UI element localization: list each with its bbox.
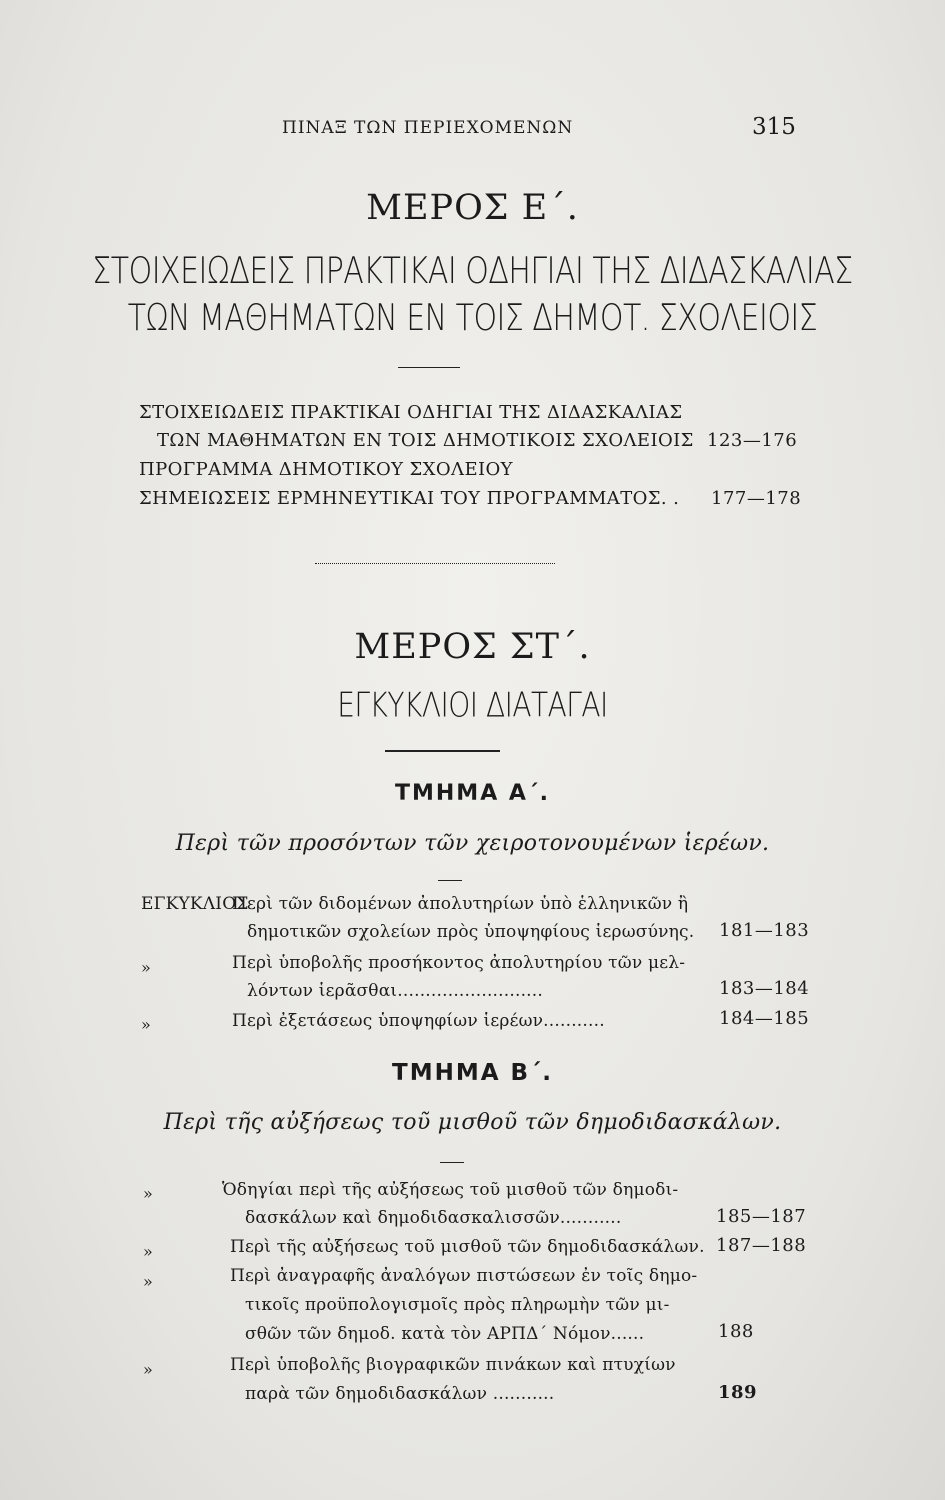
part-st-title: ΜΕΡΟΣ ΣΤ΄.: [354, 627, 591, 667]
ditto-mark: »: [143, 1242, 153, 1261]
b4-line1: Περὶ ὑποβολῆς βιογραφικῶν πινάκων καὶ πτυχίων: [230, 1355, 676, 1375]
toc-entry-e1-line2: ΤΩΝ ΜΑΘΗΜΑΤΩΝ ΕΝ ΤΟΙΣ ΔΗΜΟΤΙΚΟΙΣ ΣΧΟΛΕΙΟΙΣ: [157, 430, 694, 451]
b3-line1: Περὶ ἀναγραφῆς ἀναλόγων πιστώσεων ἐν τοῖς δημο-: [230, 1266, 698, 1286]
b4-line2: παρὰ τῶν δημοδιδασκάλων ...........: [245, 1384, 555, 1404]
a2-line1: Περὶ ὑποβολῆς προσήκοντος ἀπολυτηρίου τῶν μελ-: [232, 953, 686, 973]
toc-entry-e1-line1: ΣΤΟΙΧΕΙΩΔΕΙΣ ΠΡΑΚΤΙΚΑΙ ΟΔΗΓΙΑΙ ΤΗΣ ΔΙΔΑΣΚΑΛΙΑΣ: [139, 402, 683, 423]
toc-entry-e3: ΣΗΜΕΙΩΣΕΙΣ ΕΡΜΗΝΕΥΤΙΚΑΙ ΤΟΥ ΠΡΟΓΡΑΜΜΑΤΟΣ. .: [139, 488, 680, 509]
a3-pages: 184—185: [719, 1008, 810, 1029]
a1-line1: Περὶ τῶν διδομένων ἀπολυτηρίων ὑπὸ ἑλληνικῶν ἢ: [232, 894, 689, 914]
a3-line1: Περὶ ἐξετάσεως ὑποψηφίων ἱερέων...........: [232, 1011, 605, 1031]
ditto-mark: »: [143, 1184, 153, 1203]
ditto-mark: »: [141, 958, 151, 977]
b4-pages: 189: [718, 1382, 758, 1403]
part-e-subtitle-line2: ΤΩΝ ΜΑΘΗΜΑΤΩΝ ΕΝ ΤΟΙΣ ΔΗΜΟΤ. ΣΧΟΛΕΙΟΙΣ: [127, 297, 818, 340]
a1-line2: δημοτικῶν σχολείων πρὸς ὑποψηφίους ἱερωσύνης.: [247, 922, 695, 942]
b1-line1: Ὁδηγίαι περὶ τῆς αὐξήσεως τοῦ μισθοῦ τῶν δημοδι-: [222, 1180, 679, 1200]
divider-short: [398, 367, 460, 368]
b3-pages: 188: [718, 1321, 754, 1342]
page-number: 315: [752, 114, 796, 140]
part-e-title: ΜΕΡΟΣ Ε΄.: [366, 188, 579, 228]
part-e-subtitle-line1: ΣΤΟΙΧΕΙΩΔΕΙΣ ΠΡΑΚΤΙΚΑΙ ΟΔΗΓΙΑΙ ΤΗΣ ΔΙΔΑΣΚΑΛΙΑΣ: [92, 250, 853, 293]
b1-line2: δασκάλων καὶ δημοδιδασκαλισσῶν...........: [245, 1208, 622, 1228]
part-st-subtitle: ΕΓΚΥΚΛΙΟΙ ΔΙΑΤΑΓΑΙ: [337, 685, 608, 726]
running-header: ΠΙΝΑΞ ΤΩΝ ΠΕΡΙΕΧΟΜΕΝΩΝ: [282, 118, 574, 138]
toc-entry-e3-pages: 177—178: [711, 488, 802, 509]
divider-dash-a: [438, 880, 462, 881]
section-b-title: Περὶ τῆς αὐξήσεως τοῦ μισθοῦ τῶν δημοδιδασκάλων.: [163, 1110, 782, 1135]
divider-long: [315, 563, 555, 564]
divider-dash-b: [440, 1162, 464, 1163]
section-b-heading: ΤΜΗΜΑ Β΄.: [392, 1060, 553, 1086]
toc-entry-e2: ΠΡΟΓΡΑΜΜΑ ΔΗΜΟΤΙΚΟΥ ΣΧΟΛΕΙΟΥ: [139, 459, 513, 480]
encyclical-label: ΕΓΚΥΚΛΙΟΣ: [141, 894, 249, 914]
section-a-title: Περὶ τῶν προσόντων τῶν χειροτονουμένων ἱερέων.: [175, 831, 770, 856]
ditto-mark: »: [141, 1015, 151, 1034]
b3-line2: τικοῖς προϋπολογισμοῖς πρὸς πληρωμὴν τῶν μι-: [245, 1295, 670, 1315]
toc-entry-e1-pages: 123—176: [707, 430, 798, 451]
a2-pages: 183—184: [719, 978, 810, 999]
b2-line1: Περὶ τῆς αὐξήσεως τοῦ μισθοῦ τῶν δημοδιδασκάλων.: [230, 1237, 705, 1257]
a2-line2: λόντων ἱερᾶσθαι..........................: [247, 981, 543, 1001]
b3-line3: σθῶν τῶν δημοδ. κατὰ τὸν ΑΡΠΔ΄ Νόμον......: [245, 1324, 645, 1344]
divider-medium: [385, 750, 500, 752]
ditto-mark: »: [143, 1272, 153, 1291]
ditto-mark: »: [143, 1360, 153, 1379]
a1-pages: 181—183: [719, 920, 810, 941]
b2-pages: 187—188: [716, 1235, 807, 1256]
b1-pages: 185—187: [716, 1206, 807, 1227]
section-a-heading: ΤΜΗΜΑ Α΄.: [395, 781, 550, 806]
